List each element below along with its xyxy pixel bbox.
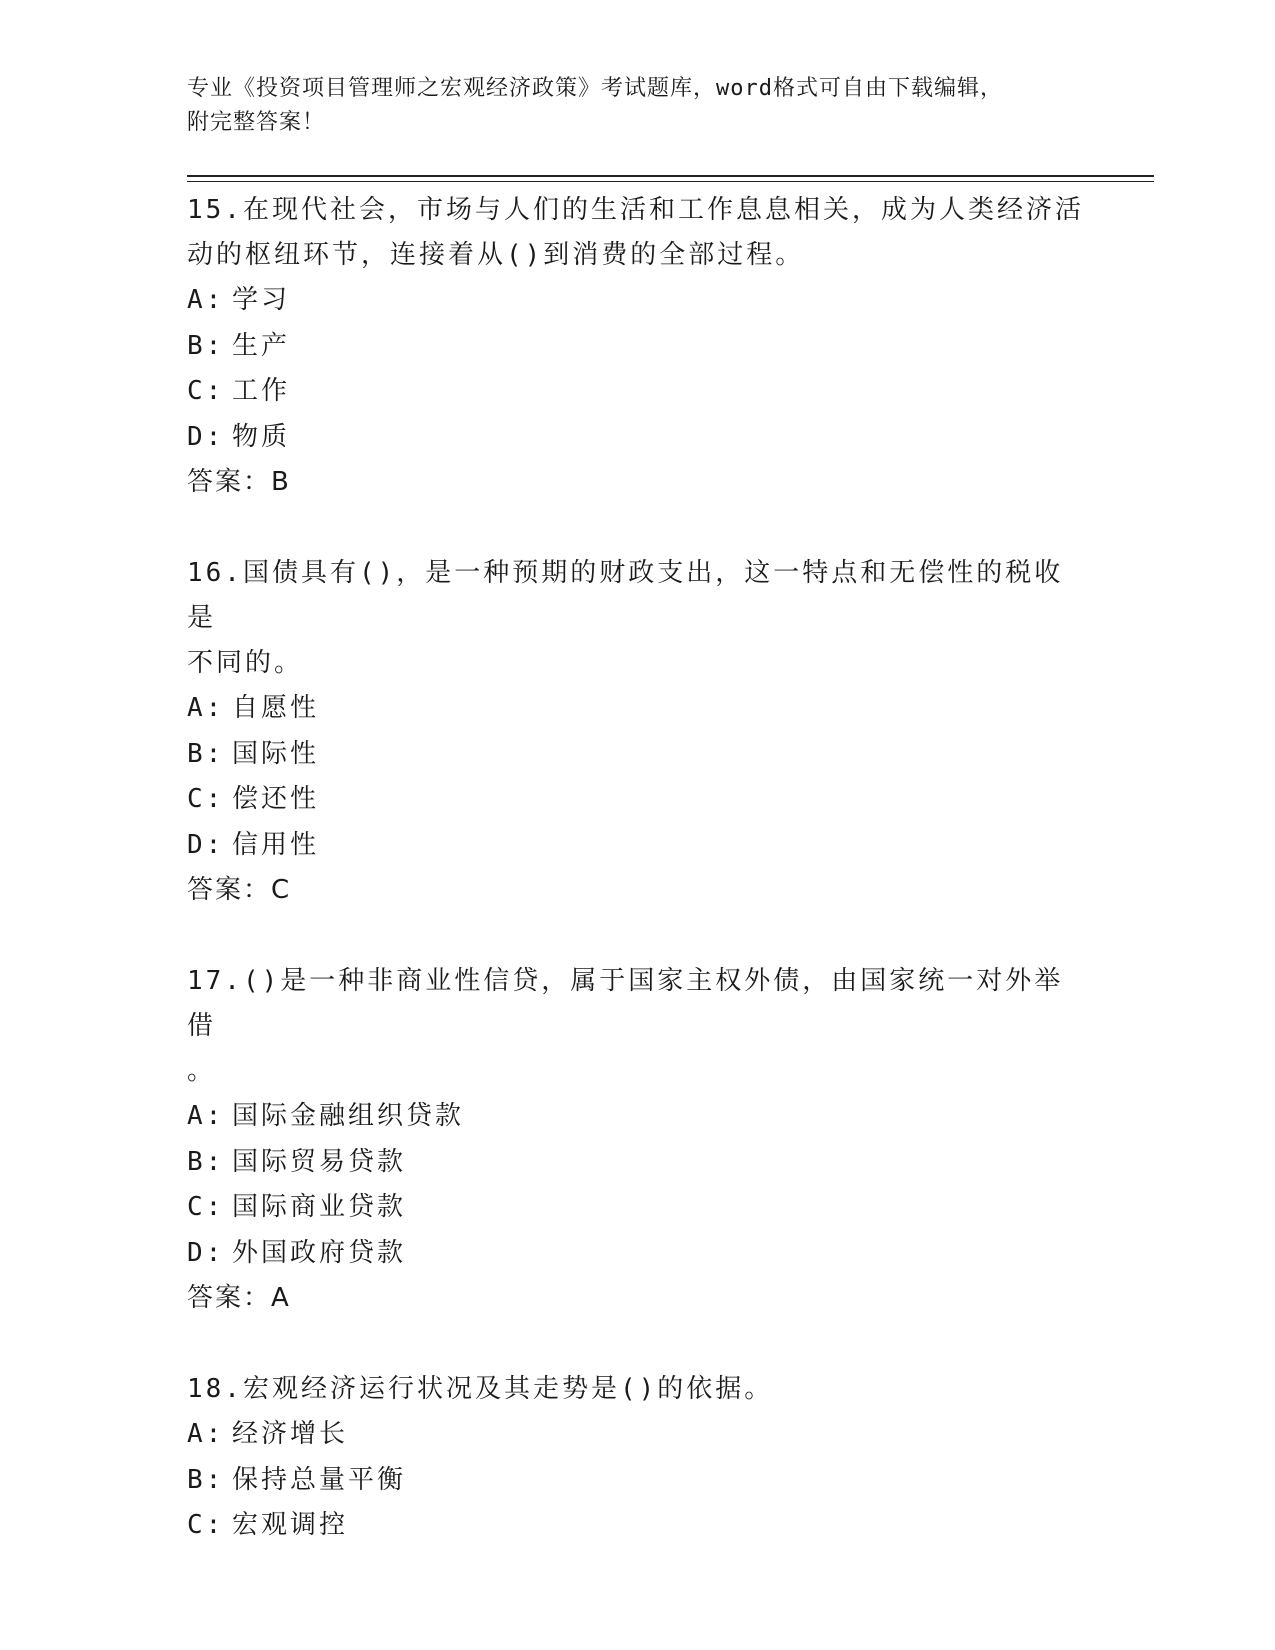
option-text: 经济增长 <box>232 1419 349 1449</box>
option-letter: B: <box>187 1146 225 1177</box>
option-text: 偿还性 <box>232 784 320 814</box>
header-line-1: 专业《投资项目管理师之宏观经济政策》考试题库，word格式可自由下载编辑， <box>187 76 1003 101</box>
option-d <box>187 415 1087 461</box>
question-spacer <box>187 1321 1087 1367</box>
option-letter: B: <box>187 738 225 769</box>
option-letter: D: <box>187 1237 225 1268</box>
option-a <box>187 1412 1087 1458</box>
question-16 <box>187 551 1087 913</box>
question-spacer <box>187 913 1087 959</box>
answer-line: 答案：B <box>187 467 291 497</box>
option-text: 保持总量平衡 <box>232 1464 407 1495</box>
header-divider-thick <box>187 175 1154 177</box>
question-stem-line: 。 <box>187 1056 217 1086</box>
option-text: 自愿性 <box>232 693 320 723</box>
option-text: 信用性 <box>232 829 320 860</box>
option-b <box>187 732 1087 778</box>
option-letter: D: <box>187 829 225 860</box>
option-letter: C: <box>187 1192 225 1222</box>
option-letter: A: <box>187 1101 225 1131</box>
option-d <box>187 823 1087 869</box>
option-letter: C: <box>187 784 225 814</box>
option-letter: C: <box>187 1510 225 1540</box>
question-stem-line: 18.宏观经济运行状况及其走势是()的依据。 <box>187 1374 774 1404</box>
question-stem-line: 15.在现代社会，市场与人们的生活和工作息息相关，成为人类经济活 <box>187 195 1084 225</box>
question-stem-line: 不同的。 <box>187 648 304 678</box>
option-c <box>187 1503 1087 1549</box>
question-stem-line: 17.()是一种非商业性信贷，属于国家主权外债，由国家统一对外举借 <box>187 966 1064 1041</box>
option-d <box>187 1231 1087 1277</box>
option-c <box>187 369 1087 415</box>
question-17 <box>187 959 1087 1321</box>
option-letter: B: <box>187 330 225 361</box>
option-letter: B: <box>187 1464 225 1495</box>
question-list <box>187 188 1087 1549</box>
option-letter: A: <box>187 285 225 315</box>
option-letter: A: <box>187 693 225 723</box>
option-text: 生产 <box>232 330 291 361</box>
option-text: 外国政府贷款 <box>232 1237 407 1268</box>
question-stem-line: 动的枢纽环节，连接着从()到消费的全部过程。 <box>187 240 805 270</box>
option-text: 国际性 <box>232 738 320 769</box>
header-line-2: 附完整答案！ <box>187 110 326 135</box>
option-text: 国际商业贷款 <box>232 1192 407 1222</box>
option-c <box>187 777 1087 823</box>
header-divider-thin <box>187 181 1154 182</box>
option-letter: D: <box>187 421 225 452</box>
option-a <box>187 278 1087 324</box>
option-text: 物质 <box>232 421 291 452</box>
option-b <box>187 324 1087 370</box>
question-stem-line: 16.国债具有()，是一种预期的财政支出，这一特点和无偿性的税收是 <box>187 558 1064 633</box>
question-18 <box>187 1367 1087 1549</box>
option-a <box>187 686 1087 732</box>
option-letter: A: <box>187 1419 225 1449</box>
option-text: 宏观调控 <box>232 1510 349 1540</box>
question-15 <box>187 188 1087 505</box>
answer-line: 答案：A <box>187 1283 291 1313</box>
option-text: 工作 <box>232 376 291 406</box>
option-a <box>187 1094 1087 1140</box>
option-b <box>187 1140 1087 1186</box>
option-b <box>187 1458 1087 1504</box>
answer-line: 答案：C <box>187 875 292 905</box>
question-spacer <box>187 505 1087 551</box>
option-c <box>187 1185 1087 1231</box>
option-text: 国际金融组织贷款 <box>232 1101 465 1131</box>
option-letter: C: <box>187 376 225 406</box>
option-text: 学习 <box>232 285 291 315</box>
document-header <box>187 72 1087 140</box>
option-text: 国际贸易贷款 <box>232 1146 407 1177</box>
